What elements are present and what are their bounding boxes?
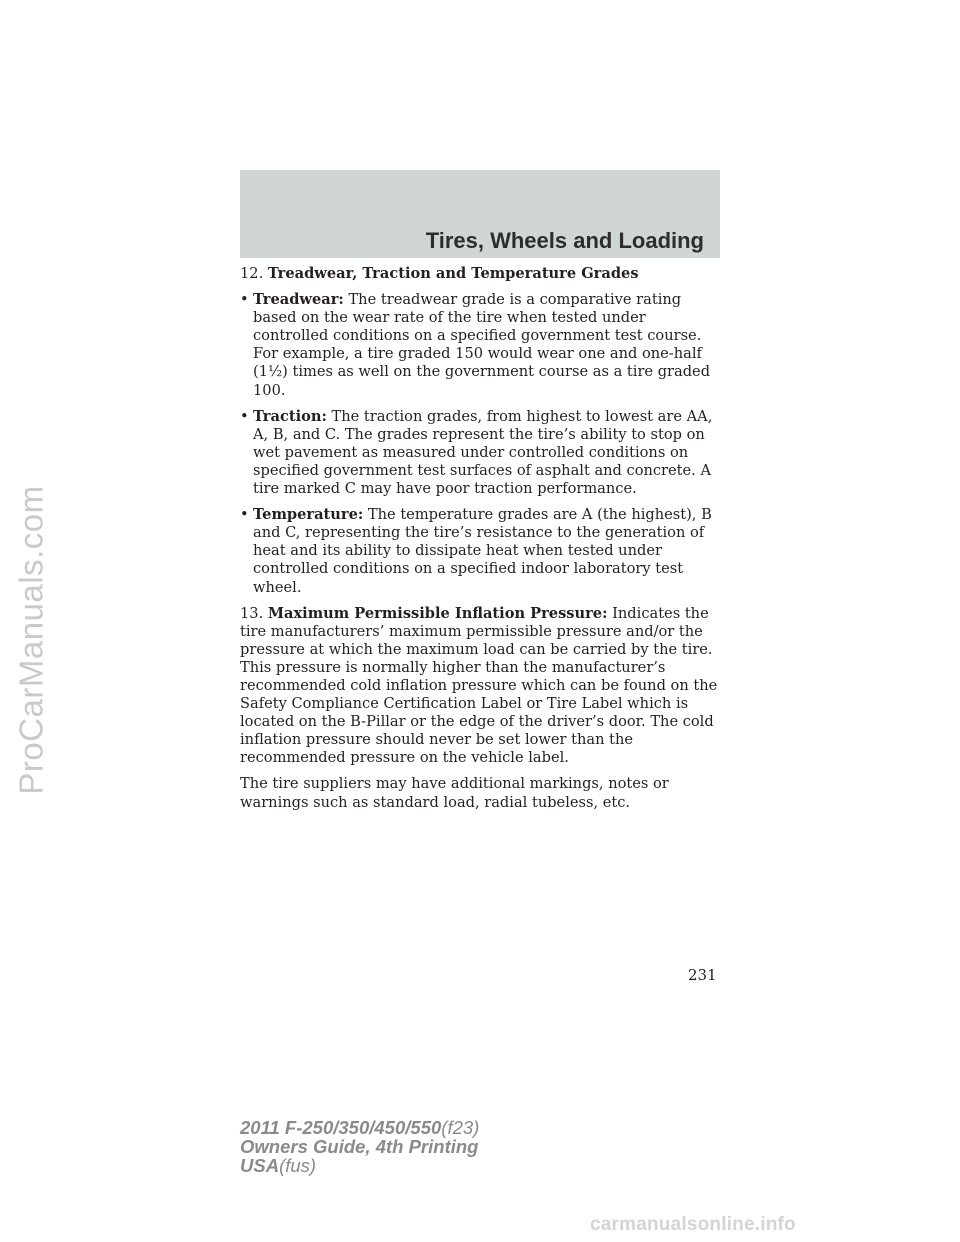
side-watermark	[8, 360, 56, 920]
footer-code: (f23)	[441, 1117, 480, 1138]
bullet-traction	[240, 408, 722, 498]
bullet-text: The treadwear grade is a comparative rating based on the wear rate of the tire when tested under controlled conditions on a specified government test course. For example, a tire graded 150 would wear one and one-half (1½) times as well on the government course as a tire graded 100.	[253, 291, 711, 399]
item-13-text: Indicates the tire manufacturers’ maximum permissible pressure and/or the pressure at which the maximum load can be carried by the tire. This pressure is normally higher than the manufacturer’s recommended cold inflation pressure which can be found on the Safety Compliance Certification Label or Tire Label which is located on the B-Pillar or the edge of the driver’s door. The cold inflation pressure should never be set lower than the recommended pressure on the vehicle label.	[240, 604, 718, 767]
closing-paragraph: The tire suppliers may have additional markings, notes or warnings such as standard load, radial tubeless, etc.	[240, 775, 669, 811]
item-12-title: Treadwear, Traction and Temperature Grades	[267, 265, 639, 282]
bullet-label: Treadwear:	[253, 291, 344, 309]
footer-market: USA	[240, 1155, 280, 1176]
item-13-paragraph	[240, 605, 722, 768]
item-13-label: Maximum Permissible Inflation Pressure:	[267, 604, 608, 622]
bullet-text: The traction grades, from highest to lowest are AA, A, B, and C. The grades represent the tire’s ability to stop on wet pavement as measured under controlled conditions on specified government test surfaces of asphalt and concrete. A tire marked C may have poor traction performance.	[253, 407, 713, 498]
bullet-dot: •	[240, 291, 249, 309]
bullet-dot: •	[240, 407, 249, 425]
item-12-heading	[240, 265, 722, 283]
item-12-number: 12.	[240, 265, 264, 282]
footer	[240, 1118, 479, 1175]
bullet-label: Temperature:	[253, 506, 364, 524]
page-content	[240, 265, 722, 820]
bullet-dot: •	[240, 506, 249, 524]
bullet-text: The temperature grades are A (the highest), B and C, representing the tire’s resistance to the generation of heat and its ability to dissipate heat when tested under controlled conditions on a specified indoor laboratory test wheel.	[253, 506, 712, 596]
bullet-temperature	[240, 506, 722, 596]
side-watermark-text: ProCarManuals.com	[13, 485, 50, 795]
bottom-watermark: carmanualsonline.info	[590, 1214, 796, 1235]
section-header-band	[240, 170, 720, 258]
item-13-number: 13.	[240, 604, 264, 622]
page-number: 231	[688, 966, 717, 984]
bullet-treadwear	[240, 291, 722, 400]
bullet-label: Traction:	[253, 407, 327, 425]
footer-model: 2011 F-250/350/450/550	[240, 1117, 442, 1138]
footer-printing: Owners Guide, 4th Printing	[240, 1136, 479, 1157]
section-title: Tires, Wheels and Loading	[425, 228, 704, 253]
footer-market-code: (fus)	[279, 1155, 317, 1176]
